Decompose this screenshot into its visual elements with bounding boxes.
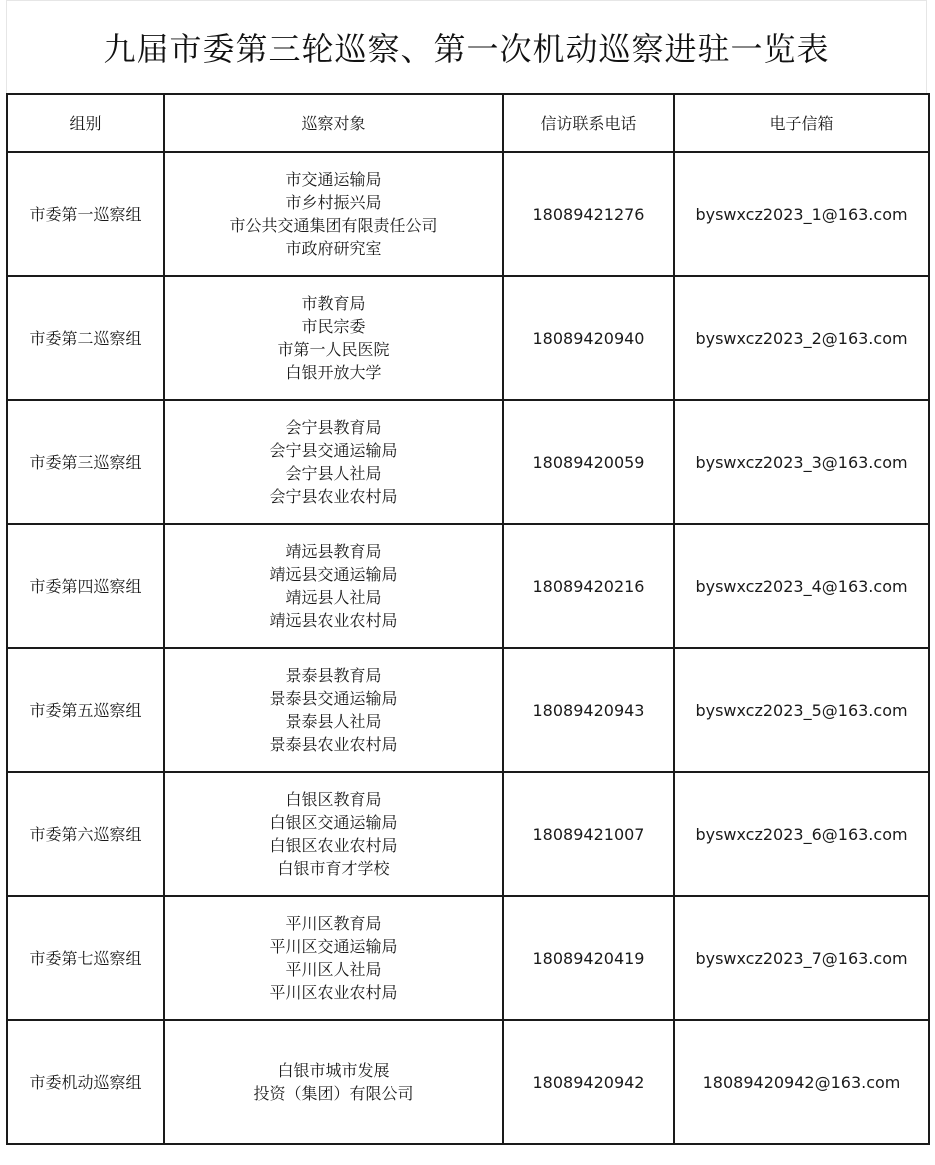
target-item: 市民宗委 bbox=[301, 317, 366, 336]
table-header-row bbox=[7, 94, 929, 152]
cell-group: 市委第三巡察组 bbox=[7, 400, 164, 524]
table-row bbox=[7, 772, 929, 896]
target-item: 会宁县交通运输局 bbox=[269, 441, 398, 460]
cell-email: 18089420942@163.com bbox=[674, 1020, 929, 1144]
target-item: 靖远县交通运输局 bbox=[269, 565, 398, 584]
title-box bbox=[6, 0, 927, 93]
cell-targets bbox=[164, 772, 503, 896]
target-item: 景泰县人社局 bbox=[285, 712, 382, 731]
target-item: 会宁县农业农村局 bbox=[269, 487, 398, 506]
cell-email: byswxcz2023_1@163.com bbox=[674, 152, 929, 276]
cell-group: 市委第四巡察组 bbox=[7, 524, 164, 648]
table-row bbox=[7, 648, 929, 772]
cell-targets bbox=[164, 152, 503, 276]
target-item: 白银开放大学 bbox=[285, 363, 382, 382]
table-row bbox=[7, 524, 929, 648]
cell-email: byswxcz2023_6@163.com bbox=[674, 772, 929, 896]
target-item: 景泰县交通运输局 bbox=[269, 689, 398, 708]
target-item: 平川区农业农村局 bbox=[269, 983, 398, 1002]
cell-phone: 18089420059 bbox=[503, 400, 674, 524]
cell-email: byswxcz2023_2@163.com bbox=[674, 276, 929, 400]
header-email: 电子信箱 bbox=[674, 94, 929, 152]
table-row bbox=[7, 400, 929, 524]
target-item: 白银市城市发展 bbox=[277, 1061, 390, 1080]
cell-targets bbox=[164, 1020, 503, 1144]
target-item: 市教育局 bbox=[301, 294, 366, 313]
target-item: 会宁县人社局 bbox=[285, 464, 382, 483]
cell-phone: 18089420942 bbox=[503, 1020, 674, 1144]
table-row bbox=[7, 1020, 929, 1144]
target-item: 白银区交通运输局 bbox=[269, 813, 398, 832]
cell-phone: 18089420940 bbox=[503, 276, 674, 400]
cell-targets bbox=[164, 400, 503, 524]
cell-group: 市委第一巡察组 bbox=[7, 152, 164, 276]
target-item: 会宁县教育局 bbox=[285, 418, 382, 437]
cell-targets bbox=[164, 524, 503, 648]
header-targets: 巡察对象 bbox=[164, 94, 503, 152]
cell-targets bbox=[164, 276, 503, 400]
target-item: 市政府研究室 bbox=[285, 239, 382, 258]
table-row bbox=[7, 152, 929, 276]
target-item: 市交通运输局 bbox=[285, 170, 382, 189]
cell-group: 市委第二巡察组 bbox=[7, 276, 164, 400]
cell-phone: 18089421276 bbox=[503, 152, 674, 276]
target-item: 白银市育才学校 bbox=[277, 859, 390, 878]
target-item: 景泰县农业农村局 bbox=[269, 735, 398, 754]
table-row bbox=[7, 276, 929, 400]
cell-email: byswxcz2023_5@163.com bbox=[674, 648, 929, 772]
target-item: 靖远县人社局 bbox=[285, 588, 382, 607]
cell-group: 市委第六巡察组 bbox=[7, 772, 164, 896]
inspection-table bbox=[6, 93, 930, 1145]
cell-email: byswxcz2023_3@163.com bbox=[674, 400, 929, 524]
target-item: 平川区人社局 bbox=[285, 960, 382, 979]
target-item: 景泰县教育局 bbox=[285, 666, 382, 685]
target-item: 市乡村振兴局 bbox=[285, 193, 382, 212]
target-item: 平川区交通运输局 bbox=[269, 937, 398, 956]
header-group: 组别 bbox=[7, 94, 164, 152]
cell-phone: 18089420943 bbox=[503, 648, 674, 772]
cell-group: 市委第五巡察组 bbox=[7, 648, 164, 772]
target-item: 市第一人民医院 bbox=[277, 340, 390, 359]
cell-phone: 18089420419 bbox=[503, 896, 674, 1020]
target-item: 白银区农业农村局 bbox=[269, 836, 398, 855]
cell-email: byswxcz2023_4@163.com bbox=[674, 524, 929, 648]
table-row bbox=[7, 896, 929, 1020]
page-title: 九届市委第三轮巡察、第一次机动巡察进驻一览表 bbox=[103, 30, 830, 68]
target-item: 投资（集团）有限公司 bbox=[253, 1084, 414, 1103]
target-item: 平川区教育局 bbox=[285, 914, 382, 933]
cell-targets bbox=[164, 648, 503, 772]
cell-phone: 18089421007 bbox=[503, 772, 674, 896]
table-body bbox=[7, 152, 929, 1144]
target-item: 市公共交通集团有限责任公司 bbox=[229, 216, 438, 235]
cell-phone: 18089420216 bbox=[503, 524, 674, 648]
cell-targets bbox=[164, 896, 503, 1020]
cell-group: 市委第七巡察组 bbox=[7, 896, 164, 1020]
cell-group: 市委机动巡察组 bbox=[7, 1020, 164, 1144]
header-phone: 信访联系电话 bbox=[503, 94, 674, 152]
cell-email: byswxcz2023_7@163.com bbox=[674, 896, 929, 1020]
target-item: 白银区教育局 bbox=[285, 790, 382, 809]
target-item: 靖远县教育局 bbox=[285, 542, 382, 561]
target-item: 靖远县农业农村局 bbox=[269, 611, 398, 630]
